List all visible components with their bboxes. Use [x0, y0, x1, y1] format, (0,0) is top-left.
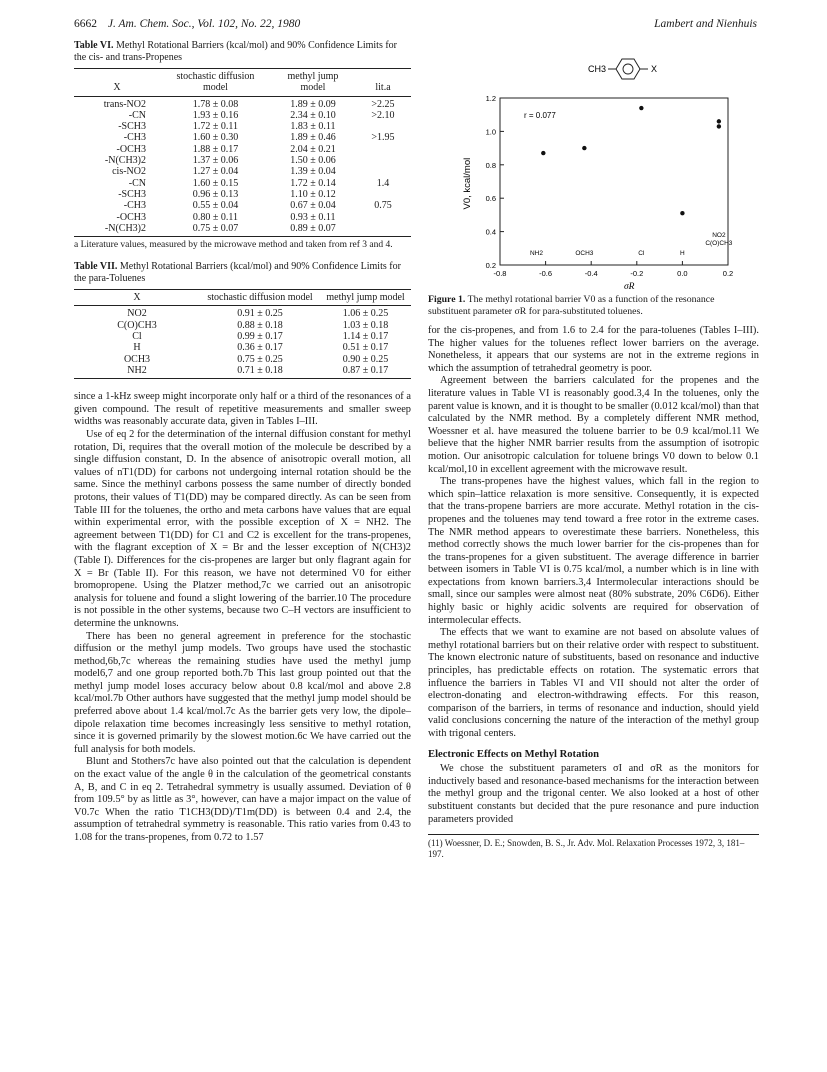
t6-cell: 0.75 ± 0.07	[160, 223, 271, 237]
t6-row	[74, 155, 411, 166]
t7-cell: 0.88 ± 0.18	[237, 319, 283, 331]
t6-cell: -CH3	[123, 200, 146, 212]
t7-row	[74, 306, 411, 320]
t7-cell: C(O)CH3	[117, 319, 157, 331]
toluene-structure-drawing	[588, 59, 657, 79]
t6-cell	[355, 155, 411, 166]
table-7-title: Methyl Rotational Barriers (kcal/mol) and 90% Confidence Limits for the para-Toluenes	[74, 261, 401, 285]
point-label: H	[680, 250, 685, 257]
t6-cell: -SCH3	[118, 121, 146, 133]
x-axis-label: σR	[624, 282, 635, 292]
t6-row	[74, 200, 411, 211]
t7-cell: 0.87 ± 0.17	[320, 365, 411, 379]
figure-1-caption	[428, 294, 759, 317]
data-point	[582, 146, 586, 150]
plot-ticks	[486, 94, 734, 278]
t6-header-stochastic: stochastic diffusion model	[160, 69, 271, 97]
t6-cell: 1.72 ± 0.11	[192, 121, 239, 133]
y-axis-label: V0, kcal/mol	[462, 157, 473, 210]
table-6-body	[74, 96, 411, 237]
t6-cell: 0.67 ± 0.04	[290, 200, 336, 212]
t7-header-stochastic: stochastic diffusion model	[200, 290, 320, 306]
t7-cell: 0.99 ± 0.17	[237, 331, 283, 343]
footnote-11: (11) Woessner, D. E.; Snowden, B. S., Jr. Adv. Mol. Relaxation Processes 1972, 3, 181–197.	[428, 838, 745, 860]
t7-cell: Cl	[132, 331, 142, 343]
t6-cell	[355, 223, 411, 237]
footnote-rule	[428, 834, 759, 835]
t6-cell	[355, 121, 411, 132]
t6-row	[74, 144, 411, 155]
t7-header-jump: methyl jump model	[320, 290, 411, 306]
table-7-label: Table VII.	[74, 261, 118, 273]
t6-cell: -N(CH3)2	[104, 155, 146, 167]
t6-cell: 1.10 ± 0.12	[290, 188, 336, 200]
table-7-grid	[74, 289, 411, 379]
t7-cell: 1.06 ± 0.25	[342, 308, 389, 320]
t6-cell: 0.80 ± 0.11	[192, 211, 239, 223]
t6-cell: -SCH3	[118, 188, 146, 200]
journal-citation: J. Am. Chem. Soc., Vol. 102, No. 22, 1980	[107, 18, 301, 30]
t6-cell: 1.27 ± 0.04	[192, 166, 239, 178]
y-tick-label: 1.2	[485, 94, 496, 103]
t7-cell: OCH3	[123, 353, 151, 365]
paragraph: Use of eq 2 for the determination of the internal diffusion constant for methyl rotation, Di, requires that the overall motion of the molecule be described by a single diffusion constant, D. In the absence of anisotropic overall motion, all values of nT1(DD) for carbons not undergoing internal rotation should be the same. Since the methinyl carbons possess the same number of directly bonded protons, their values of T1(DD) may be compared directly. As can be seen from Table III for the toluenes, the ortho and meta carbons have values that are equal within experimental error, with the possible exception of X = NH2. The agreement between T1(DD) for C1 and C2 is excellent for the trans-propenes, with the flagrant exception of X = Br and the lesser exception of N(CH3)2 (Table I). Differences for the cis-propenes are larger but only flagrant again for X = Br (Table II). For this reason, we have not determined V0 for either bromopropene. Using the Platzer method,7c we carried out an anisotropic analysis for toluene and found a slight lowering of the barrier.10 The procedure is not possible in the other systems, because two C–H vectors are insufficient to determine the unknowns.	[74, 429, 411, 629]
t6-cell: 1.50 ± 0.06	[290, 155, 336, 167]
t6-cell: 1.37 ± 0.06	[192, 155, 239, 167]
paragraph: The effects that we want to examine are not based on absolute values of methyl rotational barriers but on their relative order with respect to substituent. The known electronic nature of substituents, based on resonance and inductive principles, has predictable effects on rotation. The systematic errors that influence the barriers in Tables VI and VII should not alter the order of electron-donating and electron-withdrawing effects. For this reason, comparison of the barriers, in terms of resonance and induction, should yield valid conclusions concerning the nature of the interaction of the methyl group with trigonal centers.	[428, 627, 759, 739]
x-tick-label: -0.6	[539, 269, 553, 278]
t6-header-lit: lit.a	[355, 69, 411, 97]
right-column	[428, 40, 759, 860]
t7-header-x: X	[74, 290, 200, 306]
x-tick-label: -0.8	[493, 269, 507, 278]
plot-points	[541, 106, 721, 216]
t6-cell: 2.34 ± 0.10	[290, 109, 336, 121]
t6-cell: -N(CH3)2	[74, 223, 160, 237]
t6-cell: -CN	[128, 177, 146, 189]
table-6-label: Table VI.	[74, 40, 114, 51]
t7-cell: H	[133, 342, 141, 354]
figure-1	[428, 40, 759, 292]
t6-row	[74, 96, 411, 110]
figure-1-caption-text: The methyl rotational barrier V0 as a function of the resonance substituent parameter σR for para-substituted toluenes.	[428, 294, 715, 317]
y-tick-label: 1.0	[485, 127, 496, 137]
t7-cell: 0.90 ± 0.25	[342, 353, 389, 365]
t7-cell: 0.71 ± 0.18	[200, 365, 320, 379]
t6-cell: 0.75	[374, 200, 392, 212]
y-tick-label: 0.4	[485, 227, 496, 237]
table-6-grid	[74, 68, 411, 237]
t6-row	[74, 189, 411, 200]
paragraph: We chose the substituent parameters σI and σR as the monitors for inductively based and resonance-based mechanisms for the interaction between the methyl group and the trigonal center. We also looked at a host of other substituent constants but decided that the pure resonance and pure induction parameters provided	[428, 763, 759, 825]
table-6-caption	[74, 40, 411, 64]
x-tick-label: 0.2	[722, 269, 734, 278]
point-labels	[530, 232, 733, 257]
t6-row	[74, 121, 411, 132]
t7-row	[74, 365, 411, 379]
point-label: NO2	[712, 232, 726, 239]
x-tick-label: -0.4	[584, 269, 598, 278]
section-heading: Electronic Effects on Methyl Rotation	[428, 748, 600, 760]
point-label: Cl	[638, 250, 645, 257]
table-6	[74, 40, 411, 251]
t7-cell: NH2	[74, 365, 200, 379]
page-number: 6662	[74, 18, 97, 30]
left-column	[74, 40, 411, 845]
t6-cell: -CH3	[123, 132, 146, 144]
t6-cell: 1.89 ± 0.09	[290, 98, 336, 110]
t6-cell: >2.25	[371, 98, 395, 110]
t6-cell: 0.89 ± 0.07	[271, 223, 355, 237]
t6-cell: 0.96 ± 0.13	[192, 188, 239, 200]
t6-cell: 1.60 ± 0.30	[192, 132, 239, 144]
paragraph: since a 1-kHz sweep might incorporate only half or a third of the resonances of a given compound. The result of repetitive measurements and smaller sweep widths was reasonably accurate data, given in Tables I–III.	[74, 391, 411, 428]
t6-cell	[355, 212, 411, 223]
paragraph: Agreement between the barriers calculated for the propenes and the literature values in Table VI is reasonably good.3,4 In the toluenes, only the parent value is known, and it is thought to be smaller (0.012 kcal/mol) than that calculated by the NMR method. By a completely different NMR method, Woessner et al. have measured the toluene barrier to be 0.9 kcal/mol.11 We believe that the higher NMR barrier results from the assumption of isotropic motion. Our anisotropic calculation for toluene brings V0 down to below 0.1 kcal/mol,10 in excellent agreement with the microwave result.	[428, 375, 759, 475]
paragraph: The trans-propenes have the highest values, which fall in the region to which spin–lattice relaxation is more sensitive. Consequently, it is expected that the trans-propene barriers are more accurate. Methyl rotation in the cis-propenes and the toluenes may tend toward a free rotor in the extreme cases. The NMR method appears to overestimate these barriers. Nonetheless, this method correctly shows the much lower barrier for the cis-propenes than for the trans-propenes for a given substituent. The average difference in barrier between isomers in Table VI is 0.75 kcal/mol, a number which is in line with expectations from known barriers.3,4 Intermolecular interactions should be small, since our samples were almost neat (80% substrate, 20% C6D6). Either highly basic or highly acidic solvents are required for observation of intermolecular effects.	[428, 476, 759, 626]
t6-cell: trans-NO2	[103, 98, 146, 110]
data-point	[680, 211, 684, 215]
t6-cell: 1.4	[376, 177, 390, 189]
x-tick-label: -0.2	[630, 269, 644, 278]
right-body-text	[428, 325, 759, 826]
t6-cell: >1.95	[371, 132, 395, 144]
t6-cell: 0.55 ± 0.04	[192, 200, 239, 212]
t6-cell: 1.93 ± 0.16	[192, 109, 239, 121]
data-point	[541, 151, 545, 155]
paragraph: for the cis-propenes, and from 1.6 to 2.4 for the para-toluenes (Tables I–III). The higher values for the toluenes reflect lower barriers on the average. Nonetheless, it appears that our systems are not in the extreme regions in which the assumption of tetrahedral geometry is poor.	[428, 325, 759, 374]
t6-cell: 1.72 ± 0.14	[290, 177, 336, 189]
t6-cell: -CN	[128, 109, 146, 121]
structure-x-label: X	[651, 64, 658, 74]
t7-cell: 1.03 ± 0.18	[342, 319, 389, 331]
t6-cell: 1.89 ± 0.46	[290, 132, 336, 144]
t6-cell	[355, 144, 411, 155]
t6-header-x: X	[74, 69, 160, 97]
t6-cell: 0.93 ± 0.11	[290, 211, 336, 223]
data-point	[639, 106, 643, 110]
table-6-title: Methyl Rotational Barriers (kcal/mol) and 90% Confidence Limits for the cis- and trans-Propenes	[74, 40, 398, 63]
t6-cell: 1.88 ± 0.17	[192, 143, 239, 155]
page-header	[74, 18, 757, 34]
structure-ch3-label: CH3	[588, 64, 607, 74]
running-authors: Lambert and Nienhuis	[654, 18, 757, 30]
t6-row	[74, 178, 411, 189]
t6-cell	[355, 189, 411, 200]
t6-cell: 2.04 ± 0.21	[290, 143, 336, 155]
point-label: C(O)CH3	[705, 240, 733, 247]
t7-row	[74, 320, 411, 331]
t6-cell: 1.39 ± 0.04	[290, 166, 336, 178]
y-tick-label: 0.8	[485, 160, 496, 170]
data-point	[717, 124, 721, 128]
table-7-caption	[74, 261, 411, 285]
t7-cell: NO2	[127, 308, 147, 320]
data-point	[717, 119, 721, 123]
point-label: NH2	[529, 250, 543, 257]
t6-cell: >2.10	[371, 109, 395, 121]
plot-frame	[500, 98, 728, 265]
t6-row	[74, 132, 411, 143]
t6-row	[74, 223, 411, 237]
t7-cell: 0.75 ± 0.25	[237, 353, 283, 365]
table-6-footnote: a Literature values, measured by the microwave method and taken from ref 3 and 4.	[74, 240, 393, 251]
figure-1-plot	[428, 40, 759, 292]
t7-row	[74, 331, 411, 342]
t6-row	[74, 110, 411, 121]
y-tick-label: 0.6	[485, 194, 496, 204]
t7-cell: 0.51 ± 0.17	[342, 342, 389, 354]
plot-axes	[500, 98, 728, 265]
t6-header-jump: methyl jump model	[271, 69, 355, 97]
y-tick-label: 0.2	[485, 261, 496, 270]
x-tick-label: 0.0	[677, 269, 688, 278]
paragraph: Blunt and Stothers7c have also pointed out that the calculation is dependent on the exact value of the angle θ in the calculation of the geometrical constants A, B, and C in eq 2. Tetrahedral symmetry is usually assumed. Deviation of θ from 109.5° by as little as 3°, however, can have a major impact on the value of V0.7c When the ratio T1CH3(DD)/T1m(DD) is between 0.4 and 2.4, the assumption of tetrahedral symmetry is reasonable. This ratio varies from 0.43 to 1.08 for the trans-propenes, from 0.72 to 1.57	[74, 756, 411, 844]
t6-cell: 1.78 ± 0.08	[192, 98, 239, 110]
table-7-body	[74, 306, 411, 379]
t6-cell: cis-NO2	[112, 166, 146, 178]
t7-row	[74, 354, 411, 365]
t6-cell: 1.60 ± 0.15	[192, 177, 239, 189]
t6-cell	[355, 166, 411, 177]
point-label: OCH3	[575, 250, 594, 257]
paragraph: There has been no general agreement in preference for the stochastic diffusion or the methyl jump models. Two groups have used the stochastic method,6b,7c whereas the remaining studies have used the methyl jump model6,7 and one group reported both.7b This last group pointed out that the methyl jump model loses accuracy below about 0.8 kcal/mol and above 2.8 kcal/mol.7b Other authors have suggested that the methyl jump model should be preferred above about 1.4 kcal/mol.7c As the barrier gets very low, the dipole–dipole relaxation time becomes increasingly less sensitive to methyl rotation, since it is governed primarily by the slowest motion.6c We have carried out the full analysis for both models.	[74, 630, 411, 755]
correlation-annotation: r = 0.077	[524, 111, 556, 120]
t6-row	[74, 212, 411, 223]
t7-cell: 0.36 ± 0.17	[237, 342, 283, 354]
t6-cell: -OCH3	[116, 211, 146, 223]
t6-row	[74, 166, 411, 177]
left-body-text	[74, 391, 411, 844]
t7-cell: 1.14 ± 0.17	[342, 331, 389, 343]
t7-row	[74, 342, 411, 353]
t6-cell: -OCH3	[116, 143, 146, 155]
t7-cell: 0.91 ± 0.25	[237, 308, 283, 320]
table-7	[74, 261, 411, 379]
figure-1-label: Figure 1.	[428, 294, 466, 305]
t6-cell: 1.83 ± 0.11	[290, 121, 336, 133]
